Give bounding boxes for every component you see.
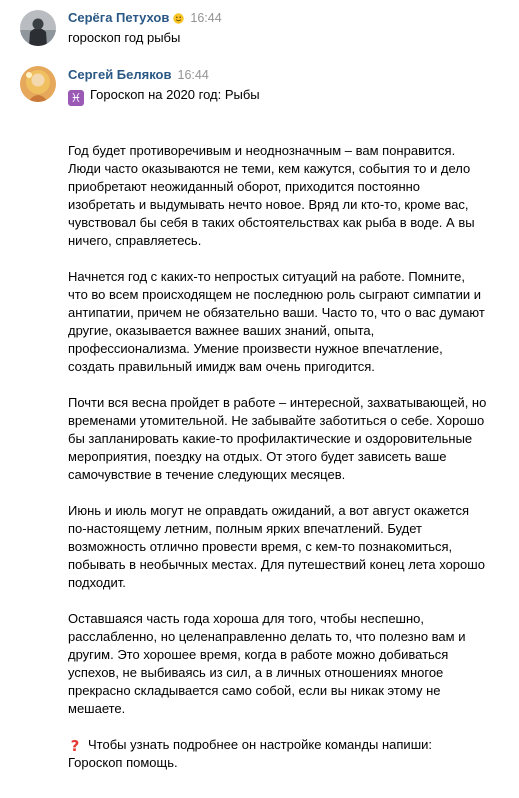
footer-help-text: Чтобы узнать подробнее он настройке команды напиши: Гороскоп помощь. [68, 737, 432, 770]
message-1-header [68, 9, 222, 27]
author-name[interactable]: Сергей Беляков [68, 67, 172, 83]
message-time[interactable]: 16:44 [190, 10, 222, 25]
message-1-text: гороскоп год рыбы [68, 30, 181, 45]
horoscope-title-text: Гороскоп на 2020 год: Рыбы [90, 87, 260, 102]
pisces-icon: ♓ [68, 90, 84, 106]
avatar-image-2 [20, 66, 56, 102]
paragraph: Июнь и июль могут не оправдать ожиданий, а вот август окажется по-настоящему летним, полным ярких впечатлений. Будет возможность отлично провести время, с кем-то познакомиться, побывать в необычных местах. Для путешествий конец лета хорошо подходит. [68, 503, 485, 590]
paragraph: Почти вся весна пройдет в работе – интересной, захватывающей, но временами утомительной. Не забывайте заботиться о себе. Хорошо бы запланировать какие-то профилактические и оздоровительные мероприятия, поездку на отдых. От этого будет зависеть ваше самочувствие в течение следующих месяцев. [68, 395, 487, 482]
question-mark-icon: ? [70, 737, 80, 755]
paragraph: Год будет противоречивым и неоднозначным – вам понравится. Люди часто оказываются не теми, кем кажутся, события то и дело приобретают неожиданный оборот, приходится постоянно изобретать и выдумывать нечто новое. Вряд ли кто-то, кроме вас, чувствовал бы себя в таких обстоятельствах как рыба в воде. А вы ничего, справляетесь. [68, 143, 475, 248]
smiley-icon [173, 11, 184, 22]
message-time[interactable]: 16:44 [177, 67, 209, 82]
avatar-sender-2[interactable] [20, 66, 56, 102]
footer-help [68, 736, 488, 772]
horoscope-title [68, 86, 488, 106]
author-name[interactable]: Серёга Петухов [68, 10, 170, 26]
paragraph: Начнется год с каких-то непростых ситуаций на работе. Помните, что во всем происходящем не последнюю роль сыграют симпатии и антипатии, причем не обязательно ваши. Часто то, что о вас думают другие, оказывается важнее ваших знаний, опыта, профессионализма. Умение произвести нужное впечатление, создать правильный имидж вам очень пригодится. [68, 269, 485, 374]
avatar-image-1 [20, 10, 56, 46]
message-2-header [68, 66, 209, 84]
paragraph: Оставшаяся часть года хороша для того, чтобы неспешно, расслабленно, но целенаправленно делать то, что полезно вам и другим. Это хорошее время, когда в работе можно добиваться успехов, не выбиваясь из сил, а в личных отношениях многое прекрасно складывается само собой, если вы никак этому не мешаете. [68, 611, 466, 716]
avatar-sender-1[interactable] [20, 10, 56, 46]
message-2-body [68, 86, 488, 772]
spacer [68, 124, 488, 142]
